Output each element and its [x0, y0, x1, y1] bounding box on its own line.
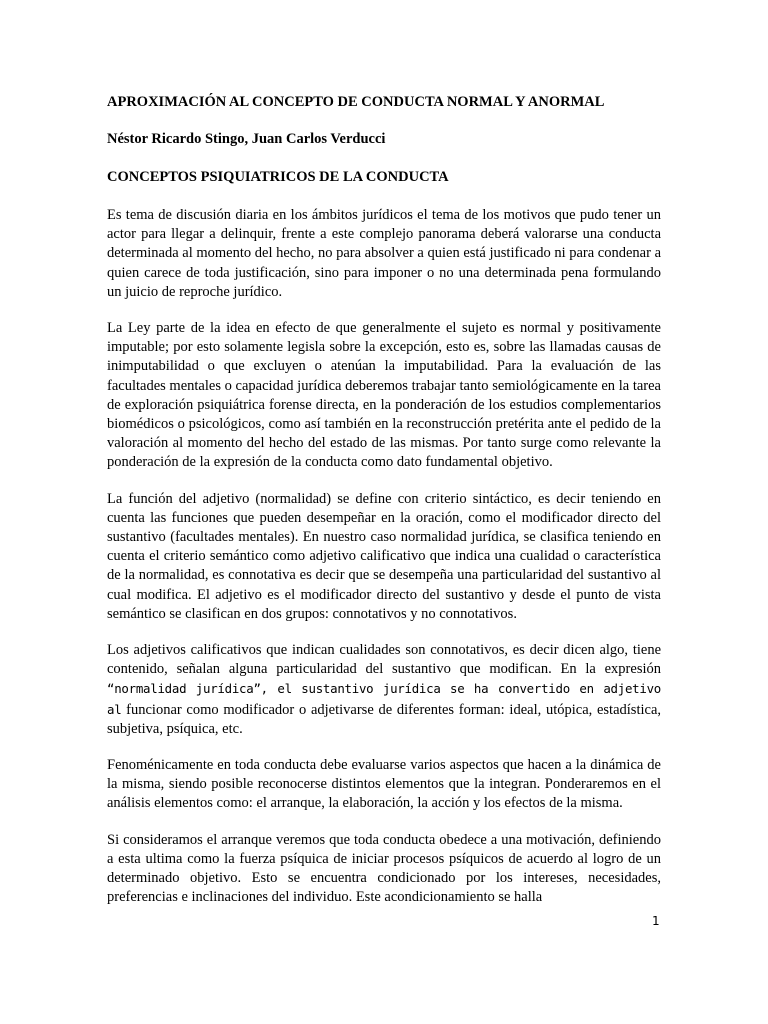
- section-heading: CONCEPTOS PSIQUIATRICOS DE LA CONDUCTA: [107, 169, 449, 185]
- document-body: [107, 93, 661, 908]
- paragraph-4-text-start: Los adjetivos calificativos que indican cualidades son connotativos, es decir dicen algo, tiene contenido, señalan alguna particularidad del sustantivo que modifican. En la expresión: [107, 642, 661, 678]
- paragraph-4-text-end: funcionar como modificador o adjetivarse de diferentes forman: ideal, utópica, estadística, subjetiva, psíquica, etc.: [107, 701, 661, 737]
- paragraph-2: La Ley parte de la idea en efecto de que generalmente el sujeto es normal y positivamente imputable; por esto solamente legisla sobre la excepción, esto es, sobre las llamadas causas de inimputabilidad o que excluyen o atenúan la imputabilidad. Para la evaluación de las facultades mentales o capacidad jurídica deberemos trabajar tanto semiológicamente en la tarea de exploración psiquiátrica forense directa, en la ponderación de los estudios complementarios biomédicos o psicológicos, como así también en la reconstrucción pretérita ante el pedido de la valoración al momento del hecho del estado de las mismas. Por tanto surge como relevante la ponderación de la expresión de la conducta como dato fundamental objetivo.: [107, 320, 661, 471]
- paragraph-6: Si consideramos el arranque veremos que toda conducta obedece a una motivación, definiendo a esta ultima como la fuerza psíquica de iniciar procesos psíquicos de acuerdo al logro de un determinado objetivo. Esto se encuentra condicionado por los intereses, necesidades, preferencias e inclinaciones del individuo. Este acondicionamiento se halla: [107, 831, 661, 906]
- page-number: 1: [652, 914, 660, 928]
- document-title: APROXIMACIÓN AL CONCEPTO DE CONDUCTA NORMAL Y ANORMAL: [107, 94, 605, 110]
- document-authors: Néstor Ricardo Stingo, Juan Carlos Verducci: [107, 131, 386, 147]
- paragraph-4: [107, 641, 661, 739]
- paragraph-4-monospace-segment: “normalidad jurídica”, el sustantivo jurídica se ha convertido en adjetivo al: [107, 681, 661, 717]
- paragraph-5: Fenoménicamente en toda conducta debe evaluarse varios aspectos que hacen a la dinámica de la misma, siendo posible reconocerse distintos elementos que la integran. Ponderaremos en el análisis elementos como: el arranque, la elaboración, la acción y los efectos de la misma.: [107, 757, 661, 812]
- paragraph-3: La función del adjetivo (normalidad) se define con criterio sintáctico, es decir teniendo en cuenta las funciones que pueden desempeñar en la oración, como el modificador directo del sustantivo (facultades mentales). En nuestro caso normalidad jurídica, se clasifica teniendo en cuenta el criterio semántico como adjetivo calificativo que indica una cualidad o característica de la normalidad, es connotativa es decir que se desempeña una particularidad del sustantivo al cual modifica. El adjetivo es el modificador directo del sustantivo y desde el punto de vista semántico se clasifican en dos grupos: connotativos y no connotativos.: [107, 490, 661, 622]
- paragraph-1: Es tema de discusión diaria en los ámbitos jurídicos el tema de los motivos que pudo tener un actor para llegar a delinquir, frente a este complejo panorama deberá valorarse una conducta determinada al momento del hecho, no para absolver a quien está justificado ni para condenar a quien carece de toda justificación, sino para imponer o no una determinada pena formulando un juicio de reproche jurídico.: [107, 207, 662, 300]
